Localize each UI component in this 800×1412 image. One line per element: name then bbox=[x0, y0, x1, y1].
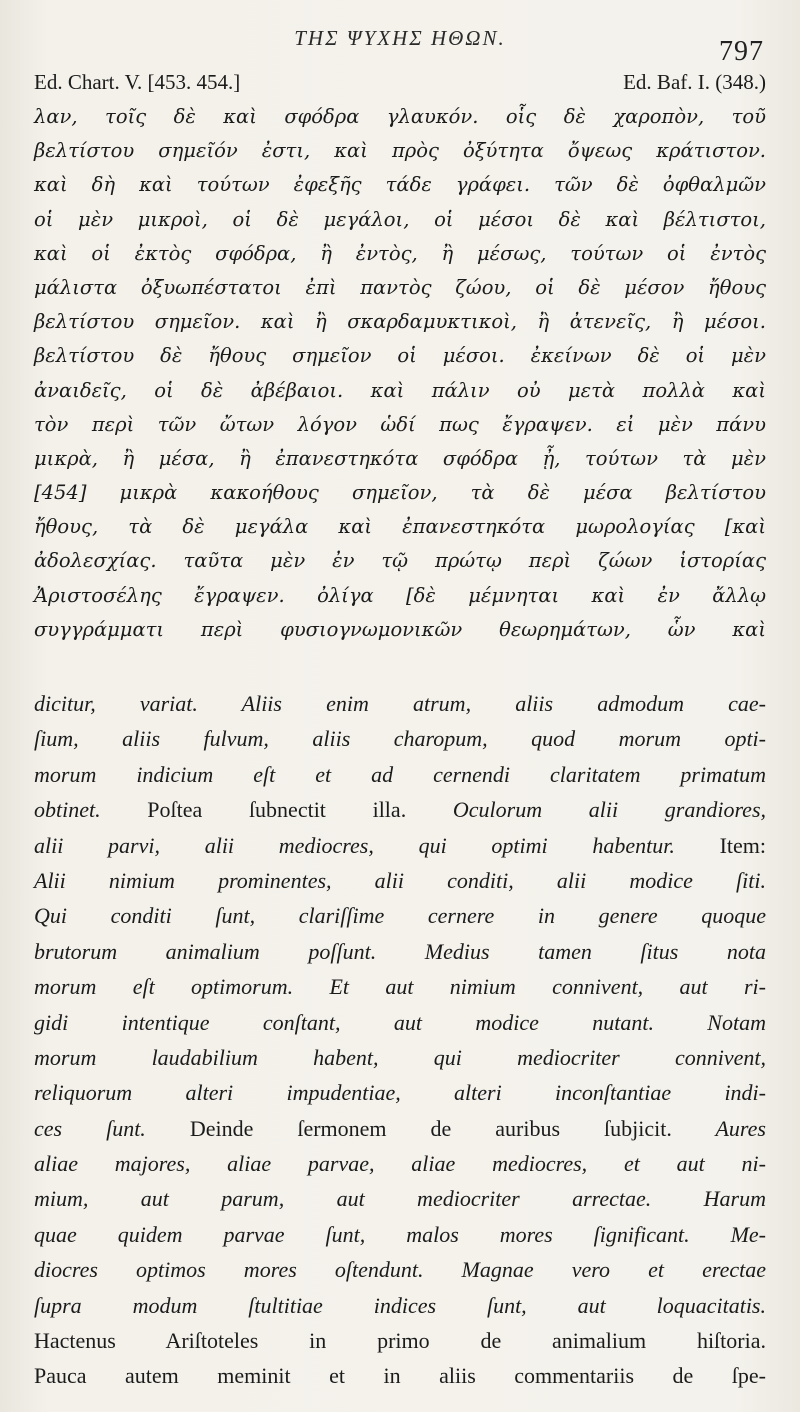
greek-line: καὶ οἱ ἐκτὸς σφόδρα, ἢ ἐντὸς, ἢ μέσως, τούτων οἱ ἐντὸς bbox=[34, 241, 766, 265]
latin-line: ſupra modum ſtultitiae indices ſunt, aut loquacitatis. bbox=[34, 1292, 766, 1318]
latin-italic-segment: ces ſunt. bbox=[34, 1115, 146, 1141]
latin-text-block bbox=[34, 686, 766, 1394]
latin-italic-segment: obtinet. bbox=[34, 797, 101, 823]
greek-text-block bbox=[34, 100, 766, 647]
greek-line: βελτίστου σημεῖον. καὶ ἢ σκαρδαμυκτικοὶ, ἢ ἀτενεῖς, ἢ μέσοι. bbox=[34, 310, 766, 334]
greek-line: συγγράμματι περὶ φυσιογνωμονικῶν θεωρημάτων, ὧν καὶ bbox=[34, 617, 766, 641]
greek-line: βελτίστου δὲ ἤθους σημεῖον οἱ μέσοι. ἐκείνων δὲ οἱ μὲν bbox=[34, 344, 766, 368]
latin-line: reliquorum alteri impudentiae, alteri inconſtantiae indi- bbox=[34, 1080, 766, 1106]
edition-basel-reference: Ed. Baf. I. (348.) bbox=[623, 70, 766, 94]
latin-italic-segment: alii parvi, alii mediocres, qui optimi habentur. bbox=[34, 832, 675, 858]
latin-line: gidi intentique conſtant, aut modice nutant. Notam bbox=[34, 1009, 766, 1035]
latin-line: aliae majores, aliae parvae, aliae mediocres, et aut ni- bbox=[34, 1151, 766, 1177]
latin-line: Alii nimium prominentes, alii conditi, alii modice ſiti. bbox=[34, 867, 766, 893]
greek-line: ἀναιδεῖς, οἱ δὲ ἀβέβαιοι. καὶ πάλιν οὐ μετὰ πολλὰ καὶ bbox=[34, 378, 766, 402]
greek-line: ἀδολεσχίας. ταῦτα μὲν ἐν τῷ πρώτῳ περὶ ζώων ἱστορίας bbox=[34, 549, 766, 573]
latin-line-mixed bbox=[34, 792, 766, 827]
greek-line: λαν, τοῖς δὲ καὶ σφόδρα γλαυκόν. οἷς δὲ χαροπὸν, τοῦ bbox=[34, 105, 766, 128]
greek-line: βελτίστου σημεῖόν ἐστι, καὶ πρὸς ὀξύτητα ὄψεως κράτιστον. bbox=[34, 139, 766, 163]
latin-line-mixed bbox=[34, 1111, 766, 1146]
greek-line: οἱ μὲν μικροὶ, οἱ δὲ μεγάλοι, οἱ μέσοι δὲ καὶ βέλτιστοι, bbox=[34, 207, 766, 231]
latin-line: ſium, aliis fulvum, aliis charopum, quod morum opti- bbox=[34, 726, 766, 752]
latin-roman-segment: Item: bbox=[719, 832, 766, 858]
latin-italic-segment: Oculorum alii grandiores, bbox=[452, 797, 767, 823]
edition-chartier-reference: Ed. Chart. V. [453. 454.] bbox=[34, 70, 241, 94]
greek-line: μικρὰ, ἢ μέσα, ἢ ἐπανεστηκότα σφόδρα ᾖ, τούτων τὰ μὲν bbox=[34, 446, 766, 470]
latin-roman-segment: Poſtea ſubnectit illa. bbox=[147, 797, 407, 823]
greek-line: μάλιστα ὀξυωπέστατοι ἐπὶ παντὸς ζώου, οἱ δὲ μέσον ἤθους bbox=[34, 275, 766, 299]
latin-line: quae quidem parvae ſunt, malos mores ſignificant. Me- bbox=[34, 1221, 766, 1247]
latin-line: morum laudabilium habent, qui mediocriter connivent, bbox=[34, 1044, 766, 1070]
greek-line: Ἀριστοσέλης ἔγραψεν. ὀλίγα [δὲ μέμνηται καὶ ἐν ἄλλῳ bbox=[34, 583, 766, 607]
running-title: ΤΗΣ ΨΥΧΗΣ ΗΘΩΝ. bbox=[294, 26, 506, 50]
latin-line: mium, aut parum, aut mediocriter arrectae. Harum bbox=[34, 1186, 766, 1212]
latin-roman-segment: Deinde ſermonem de auribus ſubjicit. bbox=[189, 1115, 672, 1141]
greek-line: [454] μικρὰ κακοήθους σημεῖον, τὰ δὲ μέσα βελτίστου bbox=[34, 481, 766, 505]
greek-line: τὸν περὶ τῶν ὤτων λόγον ὡδί πως ἔγραψεν. εἰ μὲν πάνυ bbox=[34, 412, 766, 436]
latin-line: Qui conditi ſunt, clariſſime cernere in genere quoque bbox=[34, 903, 766, 929]
greek-line: καὶ δὴ καὶ τούτων ἐφεξῆς τάδε γράφει. τῶν δὲ ὀφθαλμῶν bbox=[34, 173, 766, 197]
latin-italic-segment: Aures bbox=[715, 1115, 766, 1141]
latin-line-mixed bbox=[34, 828, 766, 863]
latin-line: diocres optimos mores oſtendunt. Magnae vero et erectae bbox=[34, 1257, 766, 1283]
latin-line: dicitur, variat. Aliis enim atrum, aliis admodum cae- bbox=[34, 691, 766, 716]
greek-line: ἤθους, τὰ δὲ μεγάλα καὶ ἐπανεστηκότα μωρολογίας [καὶ bbox=[34, 515, 766, 539]
latin-line: morum indicium eſt et ad cernendi claritatem primatum bbox=[34, 761, 766, 787]
edition-reference-line bbox=[34, 70, 766, 98]
latin-line: morum eſt optimorum. Et aut nimium connivent, aut ri- bbox=[34, 974, 766, 1000]
page-number: 797 bbox=[719, 36, 764, 67]
latin-line: brutorum animalium poſſunt. Medius tamen ſitus nota bbox=[34, 938, 766, 964]
latin-line-roman: Hactenus Ariſtoteles in primo de animalium hiſtoria. bbox=[34, 1328, 766, 1354]
latin-line-roman: Pauca autem meminit et in aliis commentariis de ſpe- bbox=[34, 1363, 766, 1389]
